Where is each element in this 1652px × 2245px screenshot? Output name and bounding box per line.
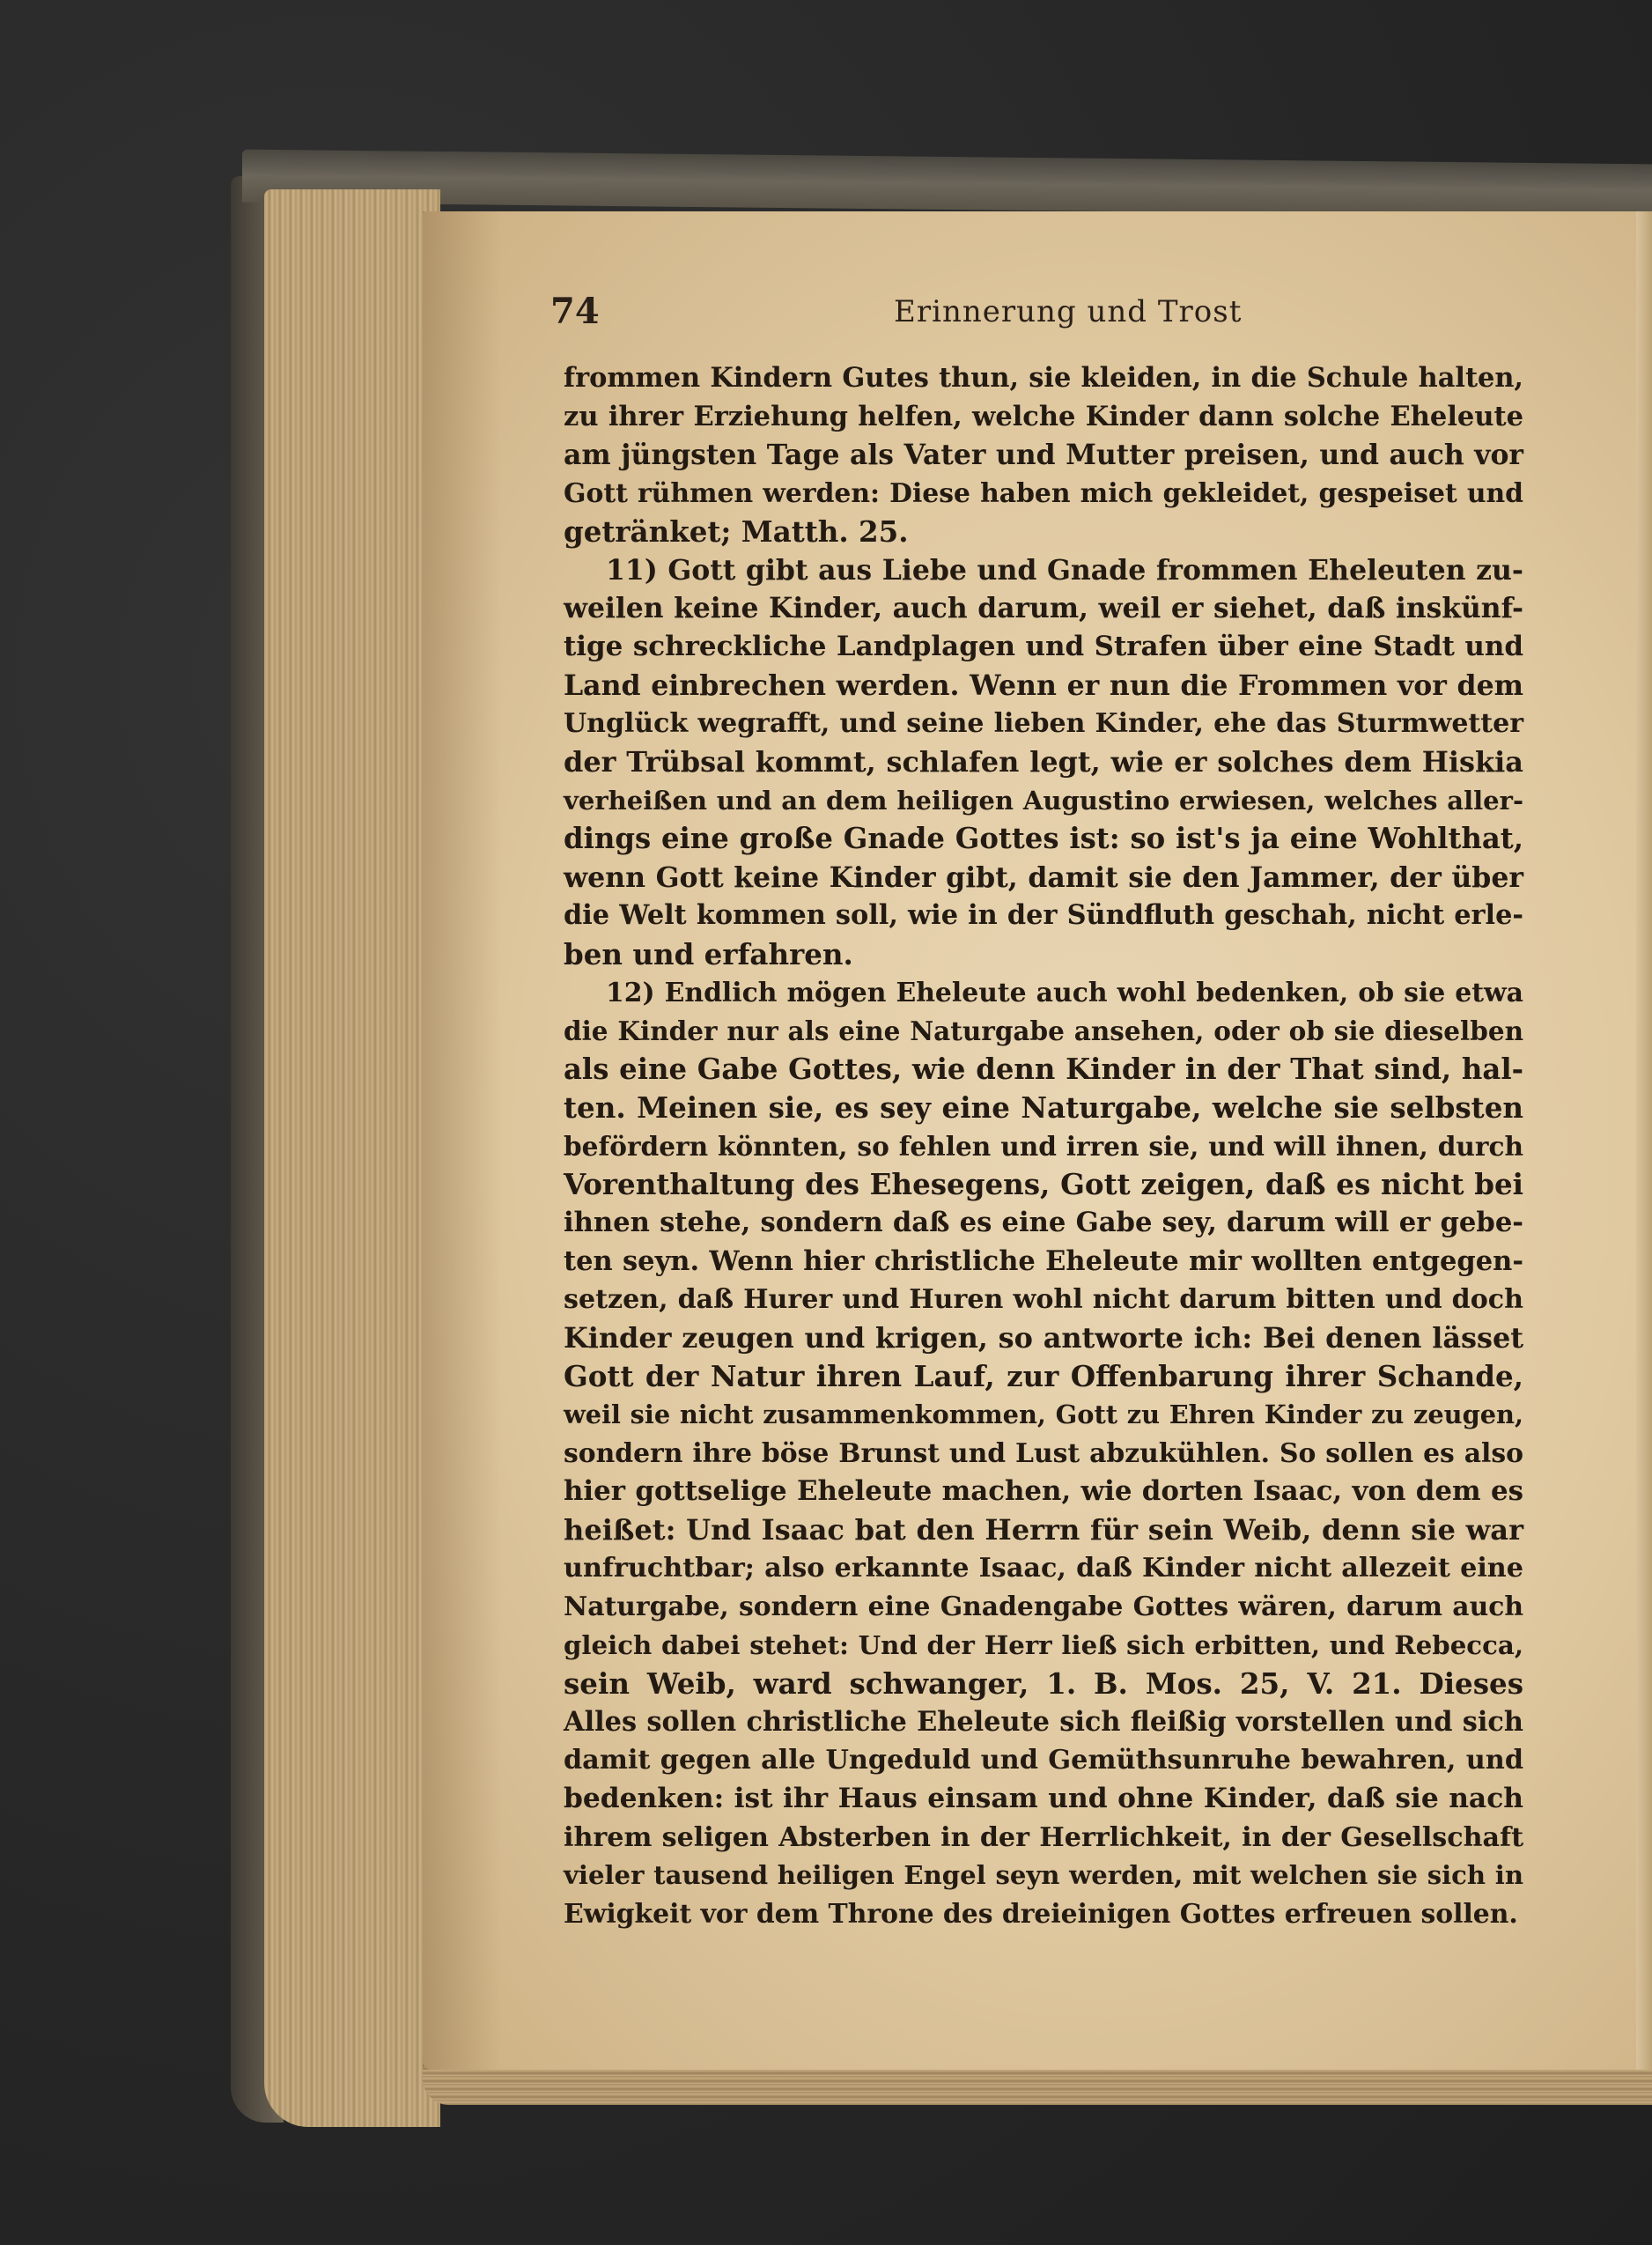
text-line: weil sie nicht zusammenkommen, Gott zu Ehren Kinder zu zeugen, [564,1399,1523,1430]
text-line: ten. Meinen sie, es sey eine Naturgabe, welche sie selbsten [564,1090,1523,1126]
text-line: sondern ihre böse Brunst und Lust abzukühlen. So sollen es also [564,1437,1523,1469]
text-line: ihnen stehe, sondern daß es eine Gabe sey, darum will er gebe- [564,1207,1523,1239]
text-line: Naturgabe, sondern eine Gnadengabe Gottes wären, darum auch [564,1591,1523,1622]
text-line: dings eine große Gnade Gottes ist: so ist's ja eine Wohlthat, [564,822,1523,856]
text-line: Gott rühmen werden: Diese haben mich gekleidet, gespeiset und [564,477,1523,509]
text-line: als eine Gabe Gottes, wie denn Kinder in der That sind, hal- [564,1052,1523,1086]
text-line: hier gottselige Eheleute machen, wie dorten Isaac, von dem es [564,1475,1523,1508]
text-line: unfruchtbar; also erkannte Isaac, daß Kinder nicht allezeit eine [564,1553,1523,1584]
text-line: tige schreckliche Landplagen und Strafen über eine Stadt und [564,631,1523,663]
text-line: ihrem seligen Absterben in der Herrlichkeit, in der Gesellschaft [564,1821,1523,1853]
text-line: ten seyn. Wenn hier christliche Eheleute mir wollten entgegen- [564,1244,1523,1277]
text-line: sein Weib, ward schwanger, 1. B. Mos. 25, V. 21. Dieses [564,1666,1523,1702]
text-line: weilen keine Kinder, auch darum, weil er siehet, daß inskünf- [564,592,1523,624]
running-title: Erinnerung und Trost [894,294,1243,329]
text-line: befördern könnten, so fehlen und irren sie, und will ihnen, durch [564,1130,1523,1162]
text-line: getränket; Matth. 25. [564,514,909,550]
text-line: 12) Endlich mögen Eheleute auch wohl bedenken, ob sie etwa [606,977,1523,1008]
page-stack-edges [264,189,440,2127]
text-line: Land einbrechen werden. Wenn er nun die Frommen vor dem [564,668,1523,702]
text-line: die Welt kommen soll, wie in der Sündfluth geschah, nicht erle- [564,899,1523,932]
page-header [550,291,1519,343]
text-line: gleich dabei stehet: Und der Herr ließ sich erbitten, und Rebecca, [564,1629,1523,1660]
text-line: am jüngsten Tage als Vater und Mutter preisen, und auch vor [564,439,1523,472]
text-line: frommen Kindern Gutes thun, sie kleiden, in die Schule halten, [564,362,1523,394]
text-line: Gott der Natur ihren Lauf, zur Offenbarung ihrer Schande, [564,1359,1523,1394]
text-line: ben und erfahren. [564,936,853,971]
page-right-edge [1636,211,1652,2070]
text-line: setzen, daß Hurer und Huren wohl nicht darum bitten und doch [564,1284,1523,1316]
text-line: damit gegen alle Ungeduld und Gemüthsunruhe bewahren, und [564,1745,1523,1776]
text-line: die Kinder nur als eine Naturgabe ansehen, oder ob sie dieselben [564,1015,1523,1047]
text-line: 11) Gott gibt aus Liebe und Gnade frommen Eheleuten zu- [606,553,1523,587]
text-line: Unglück wegrafft, und seine lieben Kinder, ehe das Sturmwetter [564,708,1523,740]
text-line: verheißen und an dem heiligen Augustino erwiesen, welches aller- [564,785,1523,816]
text-line: wenn Gott keine Kinder gibt, damit sie den Jammer, der über [564,860,1523,894]
text-line: Kinder zeugen und krigen, so antworte ich: Bei denen lässet [564,1320,1523,1355]
text-line: heißet: Und Isaac bat den Herrn für sein Weib, denn sie war [564,1512,1523,1547]
text-line: vieler tausend heiligen Engel seyn werden, mit welchen sie sich in [564,1860,1523,1891]
page-gutter-shadow [423,211,502,2070]
text-line: der Trübsal kommt, schlafen legt, wie er solches dem Hiskia [564,744,1523,779]
body-text [564,359,1523,1933]
page-number: 74 [550,291,600,332]
text-line: Ewigkeit vor dem Throne des dreieinigen Gottes erfreuen sollen. [564,1898,1518,1930]
text-line: Alles sollen christliche Eheleute sich fleißig vorstellen und sich [564,1705,1523,1738]
text-line: Vorenthaltung des Ehesegens, Gott zeigen, daß es nicht bei [564,1167,1523,1202]
text-line: zu ihrer Erziehung helfen, welche Kinder dann solche Eheleute [564,400,1523,432]
text-line: bedenken: ist ihr Haus einsam und ohne Kinder, daß sie nach [564,1782,1523,1814]
